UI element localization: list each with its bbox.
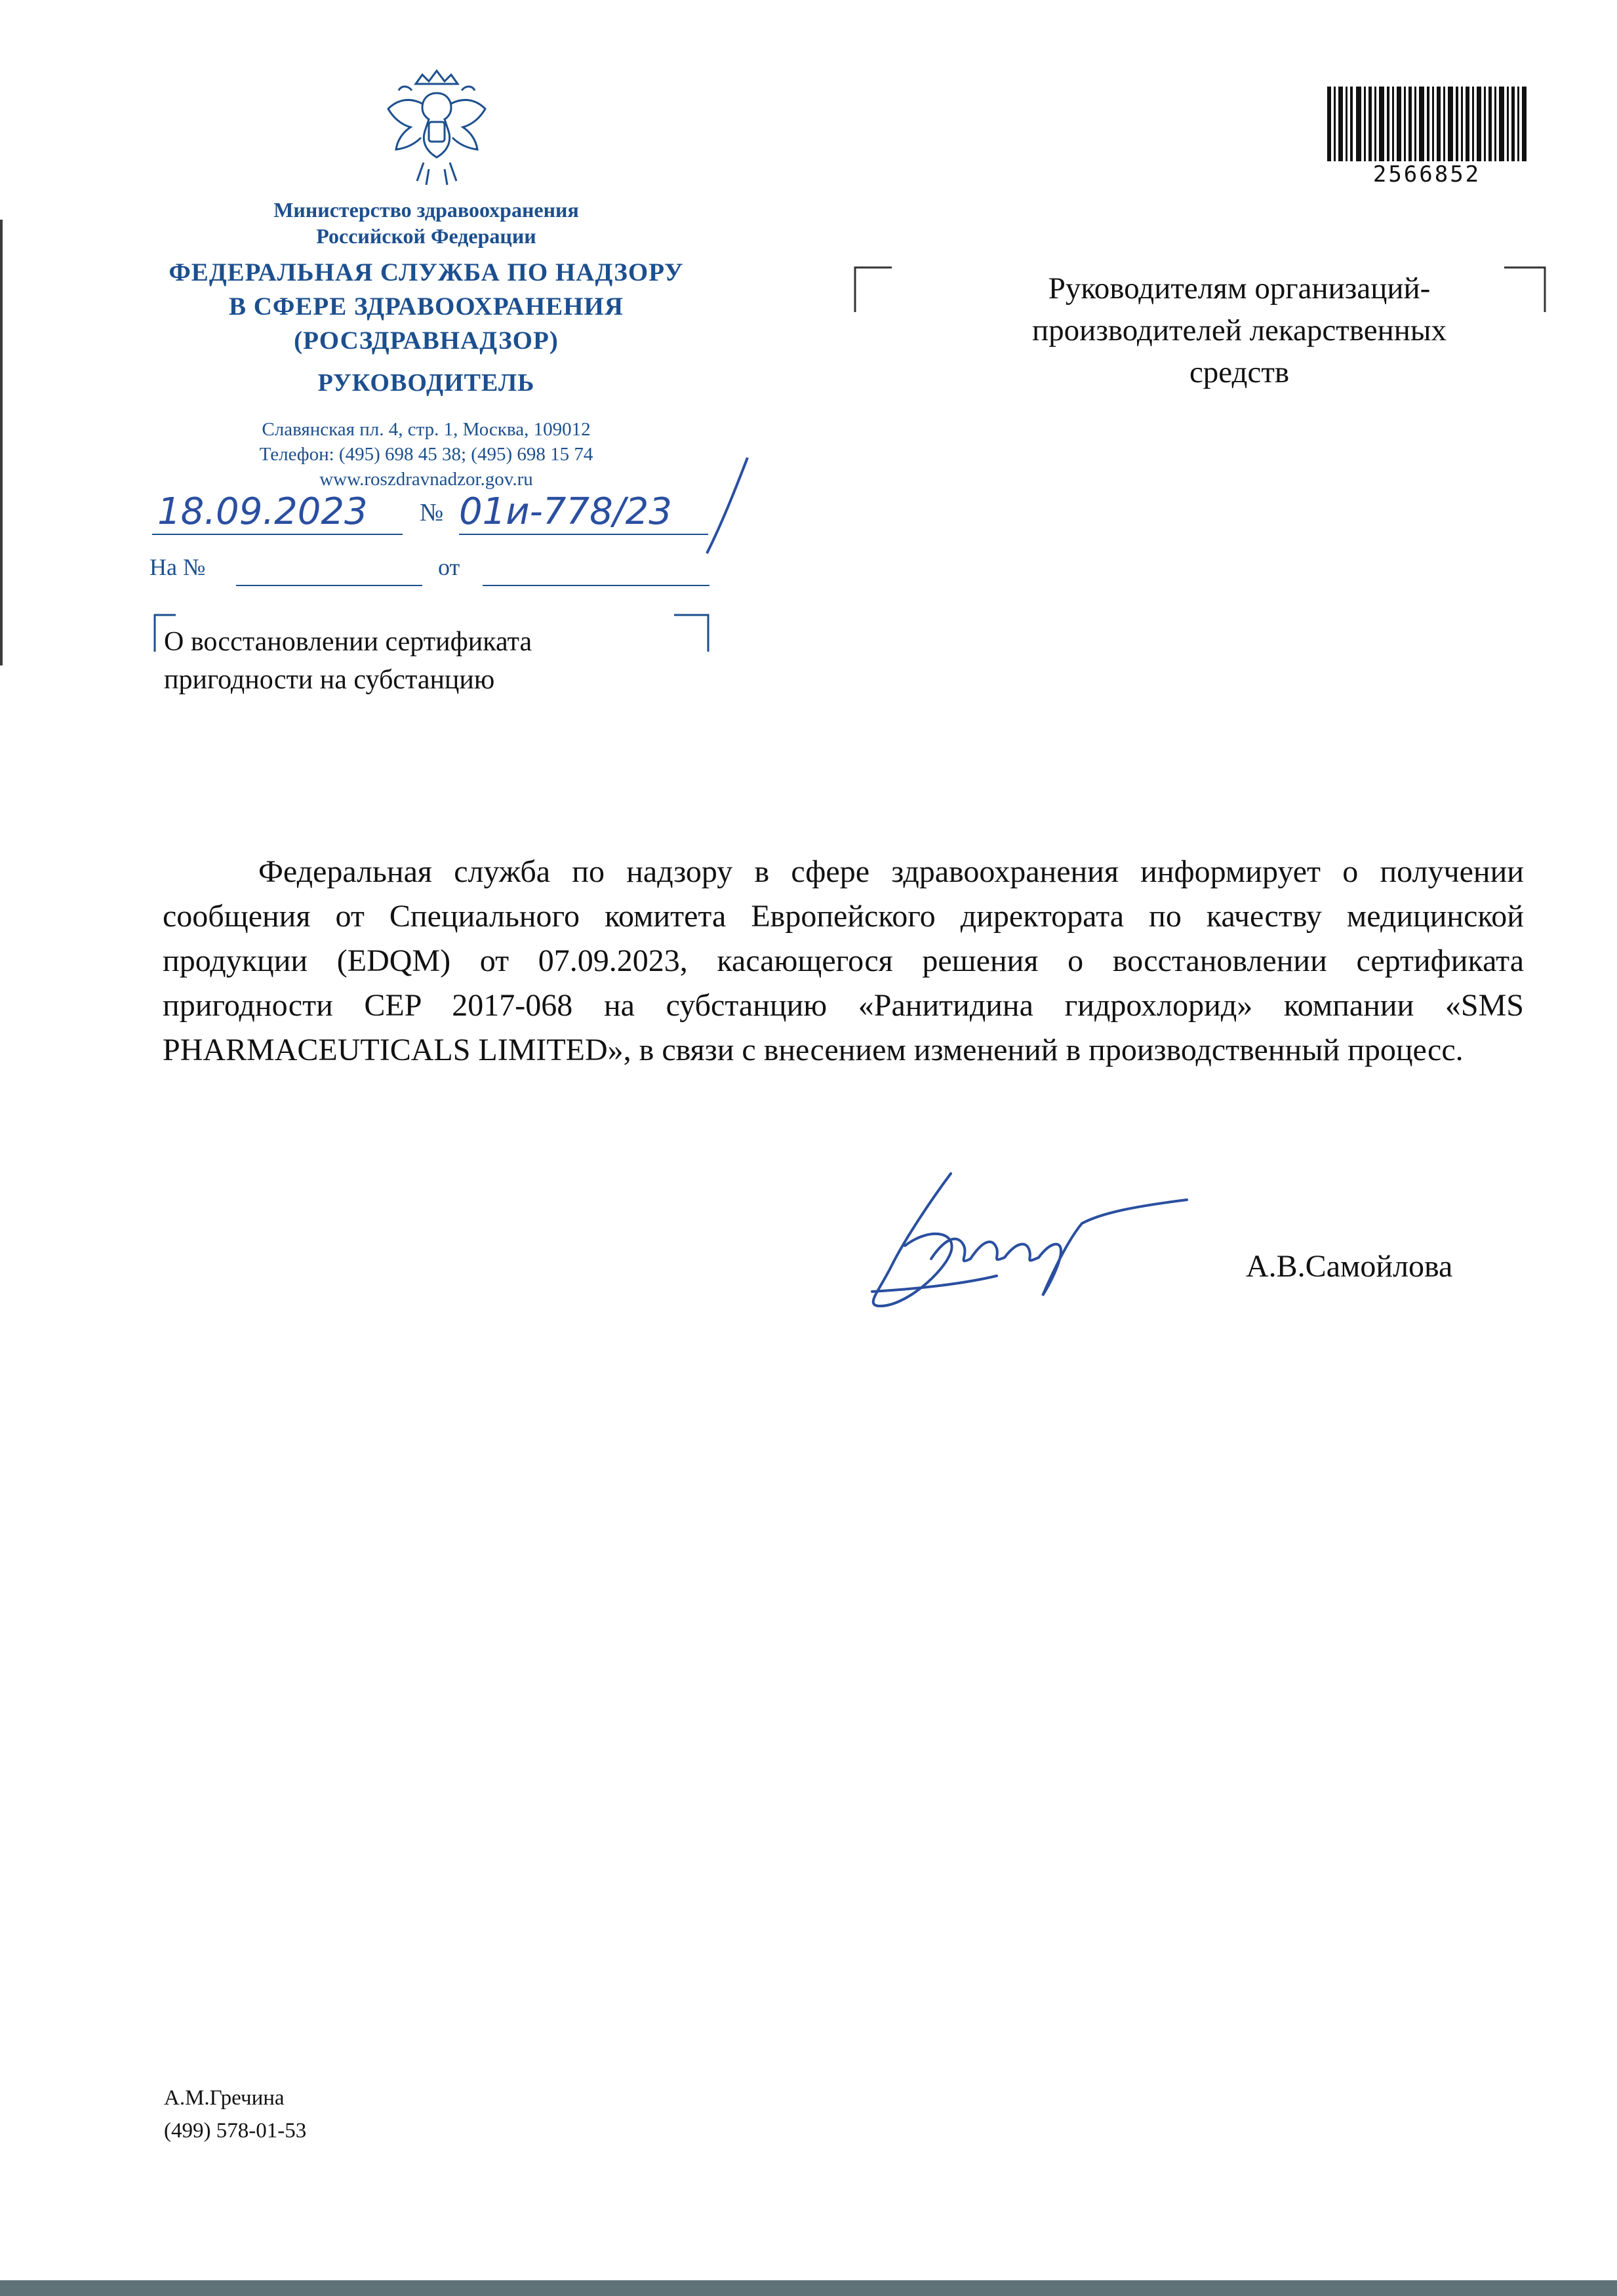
position-title: РУКОВОДИТЕЛЬ — [317, 369, 535, 397]
service-line-2: В СФЕРЕ ЗДРАВООХРАНЕНИЯ — [228, 292, 624, 321]
addressee-line-1: Руководителям организаций- — [1048, 271, 1431, 306]
service-name — [125, 256, 728, 358]
service-line-3: (РОСЗДРАВНАДЗОР) — [294, 327, 559, 355]
handwritten-signature — [852, 1160, 1193, 1318]
scan-edge-mark — [0, 220, 3, 665]
contact-phone: (499) 578-01-53 — [164, 2119, 307, 2143]
date-underline — [152, 534, 403, 535]
address-street: Славянская пл. 4, стр. 1, Москва, 109012 — [262, 419, 591, 440]
addressee-line-3: средств — [1189, 355, 1290, 389]
signer-name: А.В.Самойлова — [1246, 1249, 1453, 1284]
ministry-line-1: Министерство здравоохранения — [273, 198, 579, 222]
number-underline — [459, 534, 708, 535]
letter-body: Федеральная служба по надзору в сфере здравоохранения информирует о получении сообщения от Специального комитета Европейского директората по качеству медицинской продукции (EDQM) от 07.09.2023, касающегося решения о восстановлении сертификата пригодности CEP 2017-068 на субстанцию «Ранитидина гидрохлорид» компании «SMS PHARMACEUTICALS LIMITED», в связи с внесением изменений в производственный процесс. — [163, 854, 1524, 1067]
reference-number-line — [236, 585, 422, 586]
addressee-line-2: производителей лекарственных — [1032, 313, 1447, 347]
registration-date: 18.09.2023 — [157, 490, 368, 533]
reference-number-label: На № — [150, 554, 206, 580]
subject-line-1: О восстановлении сертификата — [164, 627, 532, 657]
letter-subject — [164, 623, 662, 699]
addressee — [970, 267, 1508, 393]
address-website: www.roszdravnadzor.gov.ru — [319, 469, 533, 490]
contact-name: А.М.Гречина — [164, 2086, 285, 2110]
number-sign: № — [420, 499, 444, 526]
address-block — [197, 417, 656, 492]
coat-of-arms-emblem — [383, 64, 490, 190]
reference-from-label: от — [438, 554, 460, 580]
subject-line-2: пригодности на субстанцию — [164, 665, 495, 695]
address-phone: Телефон: (495) 698 45 38; (495) 698 15 74 — [259, 444, 593, 465]
reference-date-line — [483, 585, 709, 586]
barcode — [1327, 87, 1527, 161]
barcode-number: 2566852 — [1372, 161, 1481, 188]
service-line-1: ФЕДЕРАЛЬНАЯ СЛУЖБА ПО НАДЗОРУ — [169, 258, 684, 287]
registration-number: 01и-778/23 — [459, 490, 672, 533]
handwritten-slash — [695, 452, 754, 557]
ministry-line-2: Российской Федерации — [316, 224, 536, 248]
ministry-name — [223, 197, 629, 249]
scan-bottom-band — [0, 2280, 1617, 2296]
